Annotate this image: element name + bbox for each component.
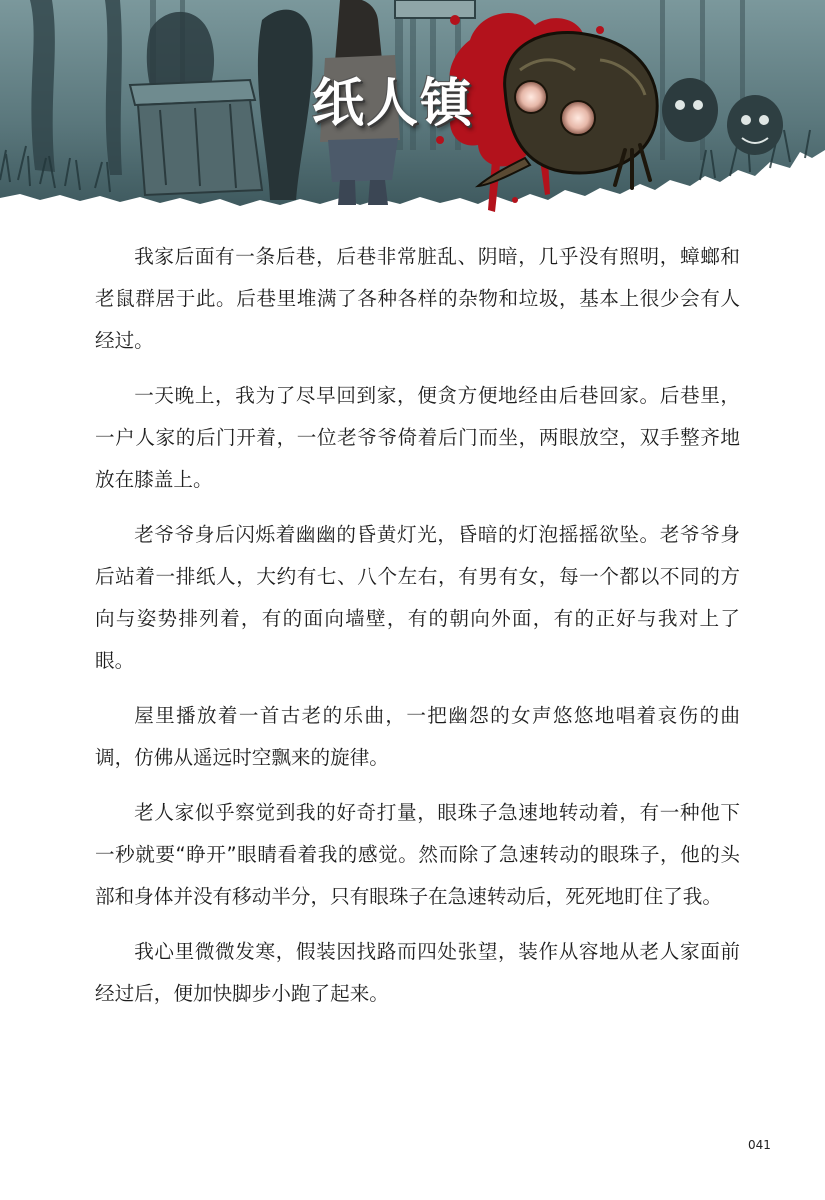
- paragraph: 我家后面有一条后巷，后巷非常脏乱、阴暗，几乎没有照明，蟑螂和老鼠群居于此。后巷里堆满了各种各样的杂物和垃圾，基本上很少会有人经过。: [95, 245, 740, 352]
- page-number: 041: [748, 1138, 771, 1152]
- paragraph: 我心里微微发寒，假装因找路而四处张望，装作从容地从老人家面前经过后，便加快脚步小跑了起来。: [95, 940, 740, 1005]
- chapter-title: 纸人镇: [312, 74, 475, 134]
- doorway: [395, 0, 475, 18]
- story-text: [95, 236, 740, 1028]
- paragraph: 一天晚上，我为了尽早回到家，便贪方便地经由后巷回家。后巷里，一户人家的后门开着，一位老爷爷倚着后门而坐，两眼放空，双手整齐地放在膝盖上。: [95, 384, 740, 491]
- paragraph: 老人家似乎察觉到我的好奇打量，眼珠子急速地转动着，有一种他下一秒就要“睁开”眼睛看着我的感觉。然而除了急速转动的眼珠子，他的头部和身体并没有移动半分，只有眼珠子在急速转动后，死死地盯住了我。: [95, 801, 740, 908]
- paragraph: 老爷爷身后闪烁着幽幽的昏黄灯光，昏暗的灯泡摇摇欲坠。老爷爷身后站着一排纸人，大约有七、八个左右，有男有女，每一个都以不同的方向与姿势排列着，有的面向墙壁，有的朝向外面，有的正好与我对上了眼。: [95, 523, 740, 672]
- paragraph: 屋里播放着一首古老的乐曲，一把幽怨的女声悠悠地唱着哀伤的曲调，仿佛从遥远时空飘来的旋律。: [95, 704, 740, 769]
- chapter-header-banner: [0, 0, 825, 215]
- trash-bin: [130, 80, 262, 195]
